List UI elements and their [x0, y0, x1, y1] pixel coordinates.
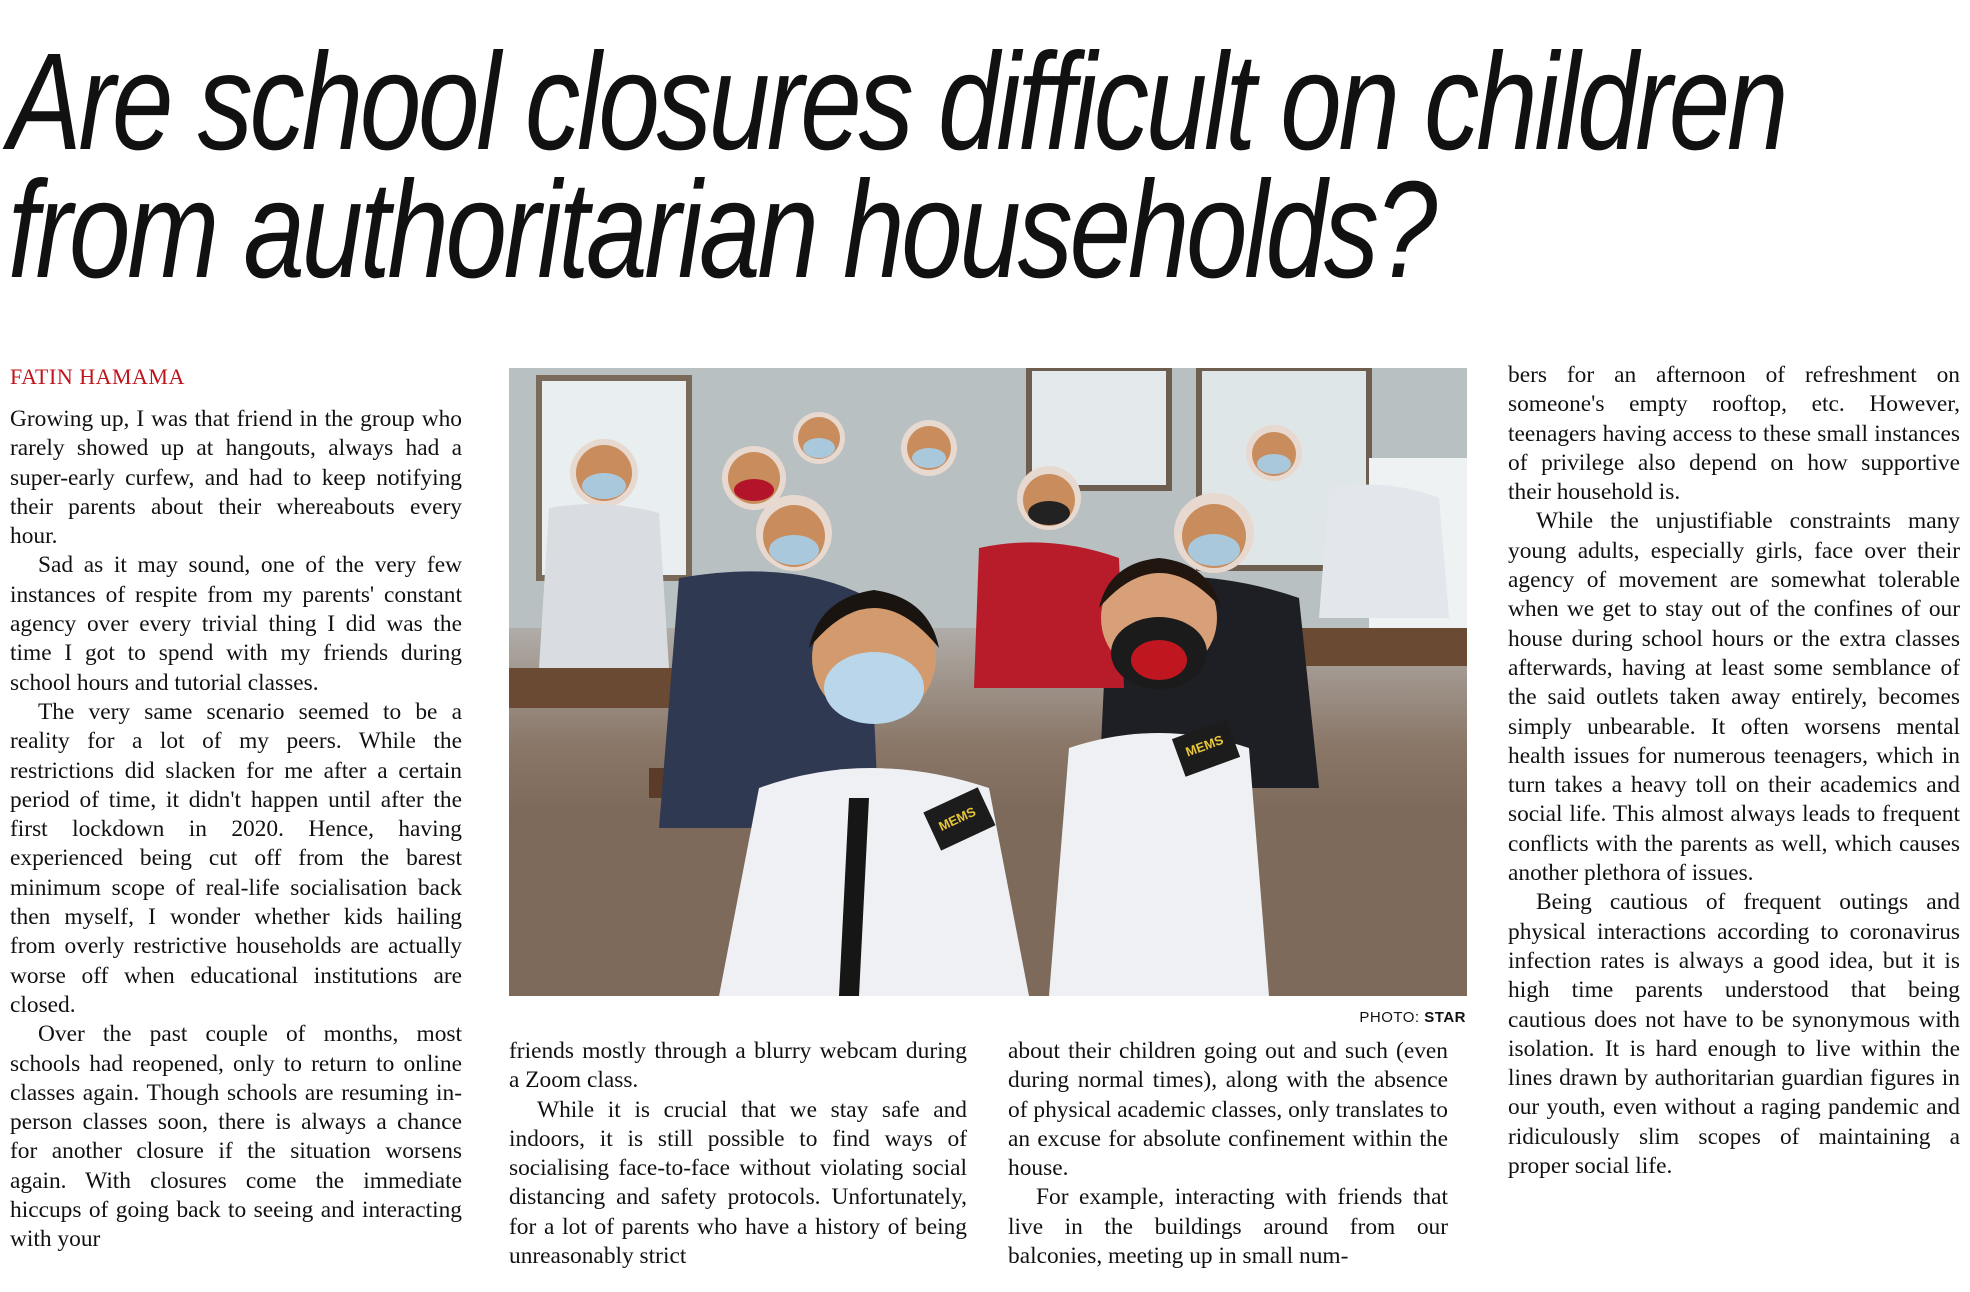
paragraph: Being cautious of frequent outings and physical interactions according to coronavirus infection rates is always a good idea, but it is high time parents understood that being cautious does not have to be synonymous with isolation. It is hard enough to live within the lines drawn by authoritarian guardian figures in our youth, even without a raging pandemic and ridiculously slim scopes of maintaining a proper social life.	[1508, 889, 1960, 1180]
paragraph: The very same scenario seemed to be a reality for a lot of my peers. While the restrictions did slacken for me after a certain period of time, it didn't happen until after the first lockdown in 2020. Hence, having experienced being cut off from the barest minimum scope of real-life socialisation back then myself, I wonder whether kids hailing from overly restrictive households are actually worse off when educational institutions are closed.	[10, 698, 462, 1018]
byline: FATIN HAMAMA	[10, 364, 185, 389]
uniform-badge-text: MEMS	[936, 803, 978, 834]
uniform-badge-text: MEMS	[1183, 732, 1226, 760]
paragraph: Over the past couple of months, most schools had reopened, only to return to online classes again. Though schools are resuming in-person classes soon, there is always a chance for another closure if the situation worsens again. With closures come the immediate hiccups of going back to seeing and interacting with your	[10, 1021, 462, 1253]
paragraph: about their children going out and such (even during normal times), along with the absence of physical academic classes, only translates to an excuse for absolute confinement within the house.	[1008, 1038, 1448, 1182]
headline-line-1: Are school closures difficult on children	[8, 25, 1786, 179]
paragraph: friends mostly through a blurry webcam during a Zoom class.	[509, 1038, 967, 1094]
headline-line-2: from authoritarian households?	[8, 153, 1434, 307]
headline	[8, 25, 1786, 307]
paragraph: Growing up, I was that friend in the group who rarely showed up at hangouts, always had a super-early curfew, and had to keep notifying their parents about their whereabouts every hour.	[10, 406, 462, 550]
article-column-3	[1008, 1037, 1448, 1271]
paragraph: For example, interacting with friends that live in the buildings around from our balconies, meeting up in small num-	[1008, 1184, 1448, 1270]
photo-credit	[1300, 1009, 1466, 1026]
article-column-2	[509, 1037, 967, 1271]
photo-credit-source: STAR	[1424, 1009, 1466, 1026]
photo-credit-label: PHOTO:	[1359, 1009, 1425, 1026]
article-column-4	[1508, 361, 1960, 1181]
paragraph: bers for an afternoon of refreshment on someone's empty rooftop, etc. However, teenagers having access to these small instances of privilege also depend on how supportive their household is.	[1508, 362, 1960, 506]
news-photo	[509, 368, 1467, 996]
article-column-1	[10, 405, 462, 1255]
paragraph: While it is crucial that we stay safe and indoors, it is still possible to find ways of socialising face-to-face without violating social distancing and safety protocols. Unfortunately, for a lot of parents who have a history of being unreasonably strict	[509, 1096, 967, 1270]
photo-illustration	[509, 368, 1467, 996]
paragraph: Sad as it may sound, one of the very few instances of respite from my parents' constant agency over every trivial thing I did was the time I got to spend with my friends during school hours and tutorial classes.	[10, 552, 462, 696]
paragraph: While the unjustifiable constraints many young adults, especially girls, face over their agency of movement are somewhat tolerable when we get to stay out of the confines of our house during school hours or the extra classes afterwards, having at least some semblance of the said outlets taken away entirely, becomes simply unbearable. It often worsens mental health issues for numerous teenagers, which in turn takes a heavy toll on their academics and social life. This almost always leads to frequent conflicts with the parents as well, which causes another plethora of issues.	[1508, 508, 1960, 887]
